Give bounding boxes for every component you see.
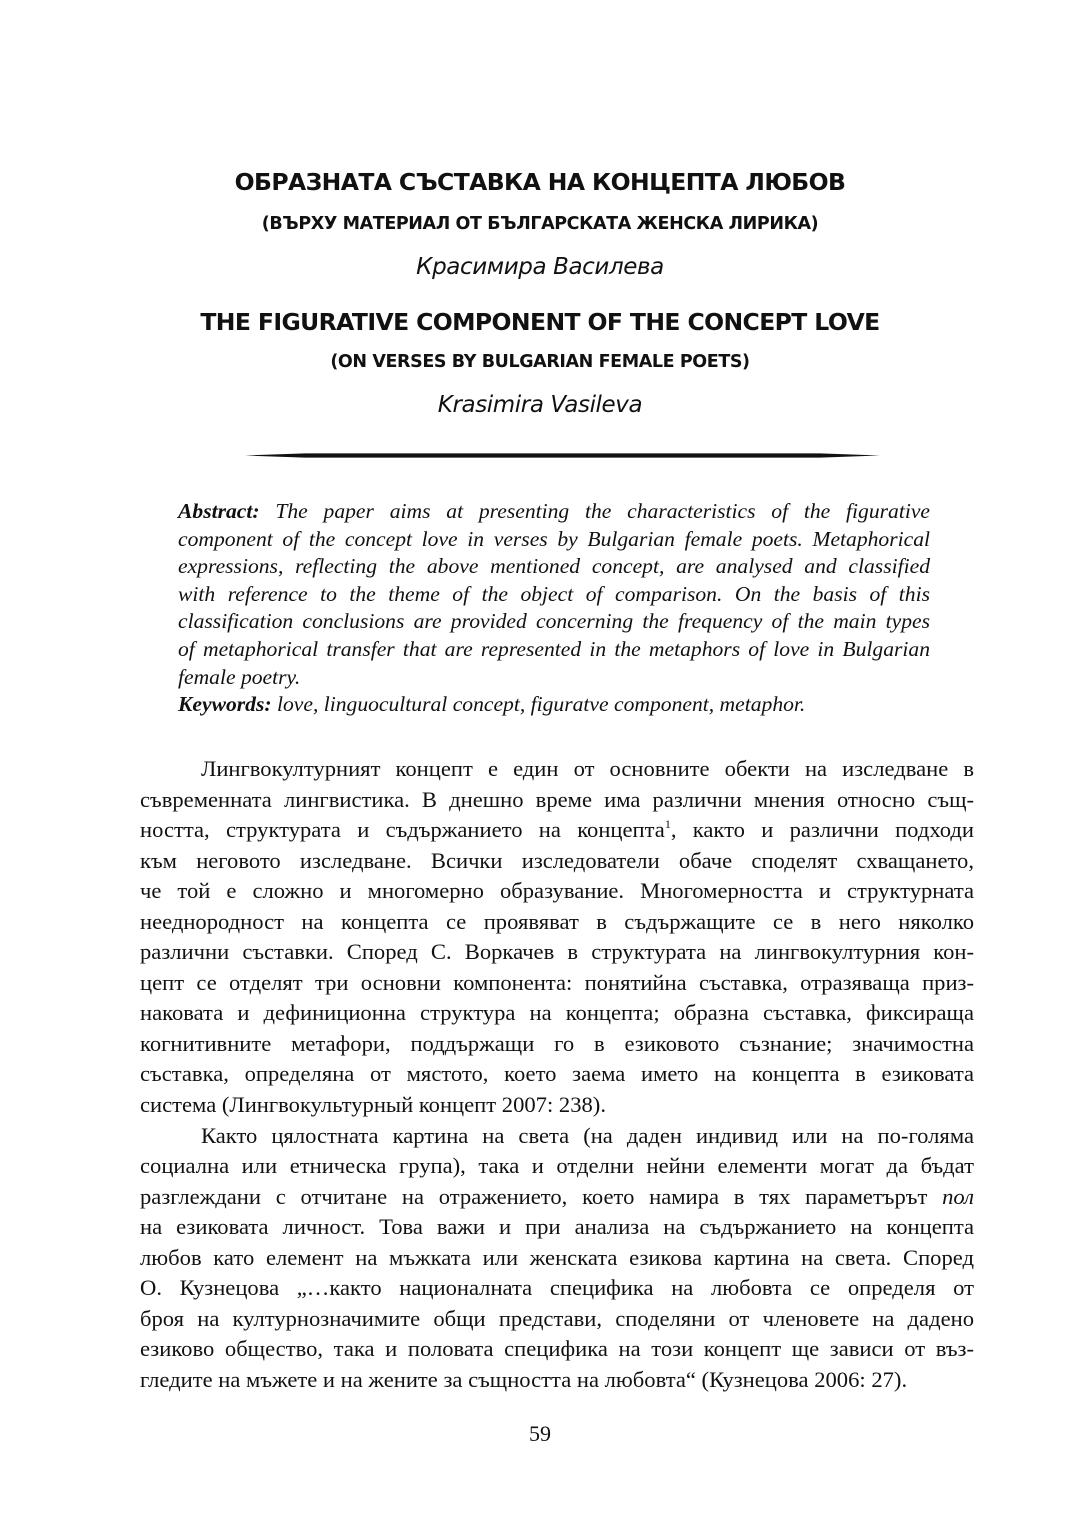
paragraph-1-line-7: различни съставки. Според С. Воркачев в структурата на лингвокултурния кон- — [140, 939, 974, 965]
body-text-segment: ността, структурата и съдържанието на концепта — [140, 817, 665, 843]
paragraph-1-line-12: система (Лингвокультурный концепт 2007: 238). — [140, 1092, 606, 1118]
paragraph-1-line-9: наковата и дефиниционна структура на концепта; образна съставка, фиксираща — [140, 1000, 974, 1026]
author-english: Krasimira Vasileva — [437, 392, 643, 418]
subtitle-bulgarian: (ВЪРХУ МАТЕРИАЛ ОТ БЪЛГАРСКАТА ЖЕНСКА ЛИРИКА) — [261, 214, 819, 234]
abstract-label: Abstract: — [178, 499, 260, 523]
title-bulgarian: ОБРАЗНАТА СЪСТАВКА НА КОНЦЕПТА ЛЮБОВ — [234, 168, 846, 196]
paragraph-2-line-4: на езиковата личност. Това важи и при анализа на съдържанието на концепта — [140, 1214, 974, 1240]
paragraph-2-line-1: Както цялостната картина на света (на даден индивид или на по-голяма — [201, 1122, 974, 1148]
abstract-line-1 — [178, 498, 930, 526]
paragraph-1-line-4: към неговото изследване. Всички изследователи обаче споделят схващането, — [140, 847, 974, 873]
paragraph-1-line-10: когнитивните метафори, поддържащи го в езиковото съзнание; значимостна — [140, 1030, 974, 1056]
emphasized-term: пол — [942, 1183, 974, 1209]
body-text — [140, 754, 974, 1395]
paragraph-1-line-3 — [140, 815, 974, 846]
paragraph-2-line-8: езиково общество, така и половата специфика на този концепт ще зависи от въз- — [140, 1336, 974, 1362]
body-text-segment: , както и различни подходи — [670, 817, 974, 843]
paragraph-2-line-9: гледите на мъжете и на жените за същността на любовта“ (Кузнецова 2006: 27). — [140, 1366, 908, 1392]
paragraph-1-line-1: Лингвокултурният концепт е един от основните обекти на изследване в — [201, 756, 974, 781]
keywords-line — [178, 691, 930, 719]
abstract-line-4: with reference to the theme of the object of comparison. On the basis of this — [178, 581, 930, 606]
abstract-line-3: expressions, reflecting the above mentioned concept, are analysed and classified — [178, 554, 930, 579]
subtitle-english: (ON VERSES BY BULGARIAN FEMALE POETS) — [330, 352, 750, 372]
body-text-segment: разглеждани с отчитане на отражението, което намира в тях параметърът — [140, 1183, 943, 1209]
keywords-text: love, linguocultural concept, figuratve component, metaphor. — [271, 692, 806, 717]
abstract-line-2: component of the concept love in verses by Bulgarian female poets. Metaphorical — [178, 526, 930, 551]
paragraph-1-line-5: че той е сложно и многомерно образувание. Многомерността и структурната — [140, 878, 974, 904]
paragraph-2-line-6: О. Кузнецова „…както националната специфика на любовта се определя от — [140, 1275, 974, 1301]
paragraph-1-line-8: цепт се отделят три основни компонента: понятийна съставка, отразяваща приз- — [140, 969, 974, 995]
paragraph-1-line-2: съвременната лингвистика. В днешно време има различни мнения относно същ- — [140, 786, 974, 812]
author-bulgarian: Красимира Василева — [416, 254, 664, 280]
abstract-line-5: classification conclusions are provided concerning the frequency of the main types — [178, 609, 930, 634]
paragraph-1-line-6: нееднородност на концепта се проявяват в съдържащите се в него няколко — [140, 908, 974, 934]
abstract-line-7: female poetry. — [178, 664, 301, 689]
paragraph-2-line-7: броя на културнозначимите общи представи, споделяни от членовете на дадено — [140, 1305, 974, 1331]
abstract-text: The paper aims at presenting the characteristics of the figurative — [259, 499, 930, 523]
abstract-section — [178, 498, 930, 719]
paragraph-2-line-2: социална или етническа група), така и отделни нейни елементи могат да бъдат — [140, 1153, 974, 1179]
abstract-line-6: of metaphorical transfer that are represented in the metaphors of love in Bulgarian — [178, 636, 930, 661]
paragraph-1-line-11: съставка, определяна от мястото, което заема името на концепта в езиковата — [140, 1061, 974, 1087]
title-divider-rule — [245, 453, 880, 458]
page-number: 59 — [529, 1421, 551, 1446]
footnote-marker[interactable]: 1 — [664, 817, 671, 832]
paragraph-2-line-3 — [140, 1182, 974, 1213]
keywords-label: Keywords: — [178, 692, 272, 717]
paragraph-2-line-5: любов като елемент на мъжката или женската езикова картина на света. Според — [140, 1244, 974, 1270]
title-english: THE FIGURATIVE COMPONENT OF THE CONCEPT LOVE — [200, 308, 880, 336]
